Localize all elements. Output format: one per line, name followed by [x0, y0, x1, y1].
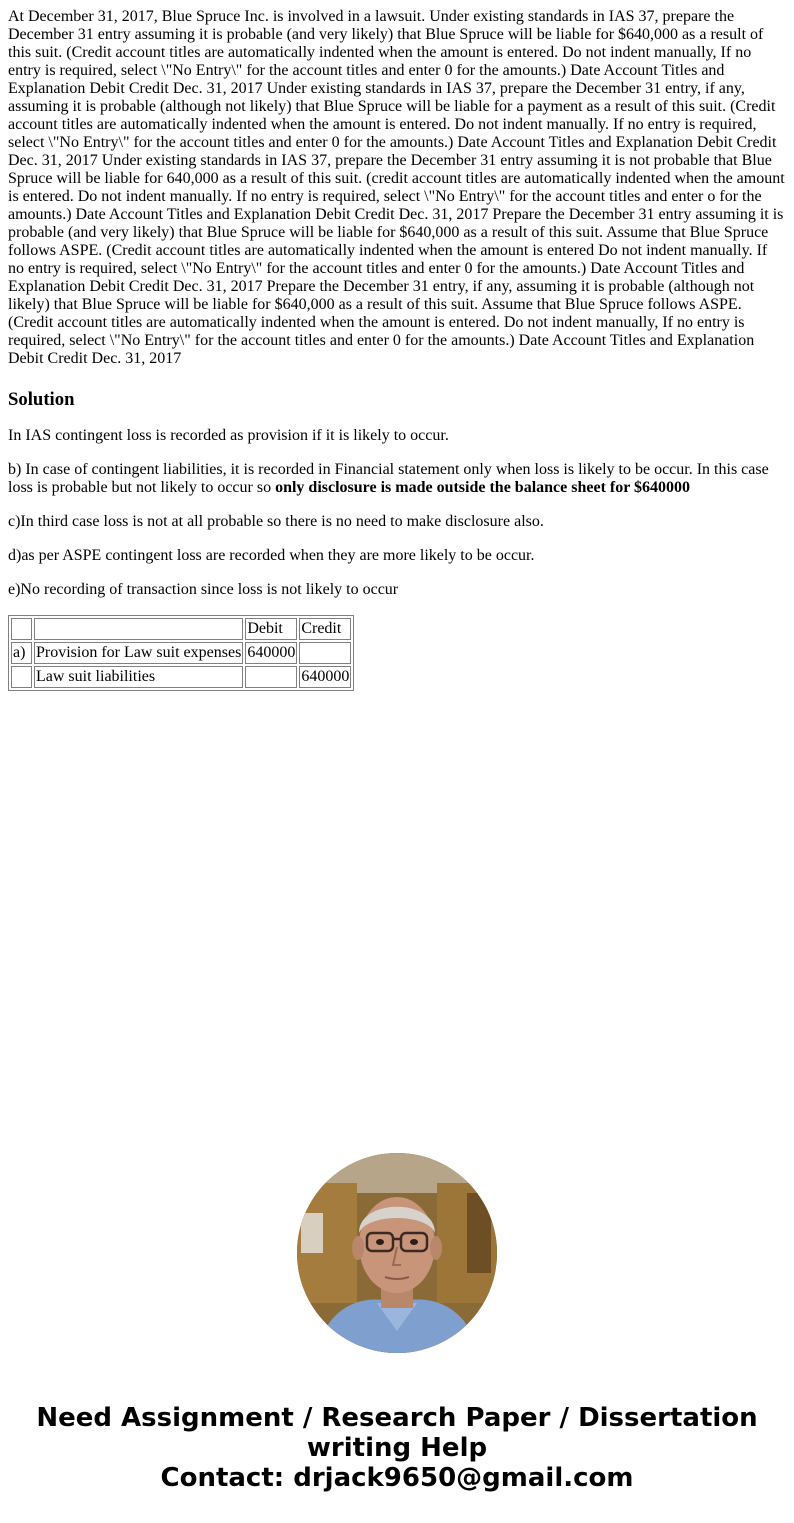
solution-part-b-bold: only disclosure is made outside the balance sheet for $640000: [275, 479, 691, 496]
promo-contact-line: Contact: drjack9650@gmail.com: [160, 1463, 634, 1493]
question-text: At December 31, 2017, Blue Spruce Inc. is involved in a lawsuit. Under existing standards in IAS 37, prepare the December 31 entry assuming it is probable (and very likely) that Blue Spruce will be liable for $640,000 as a result of this suit. (Credit account titles are automatically indented when the amount is entered. Do not indent manually, If no entry is required, select \"No Entry\" for the account titles and enter 0 for the amounts.) Date Account Titles and Explanation Debit Credit Dec. 31, 2017 Under existing standards in IAS 37, prepare the December 31 entry, if any, assuming it is probable (although not likely) that Blue Spruce will be liable for a payment as a result of this suit. (Credit account titles are automatically indented when the amount is entered. Do not indent manually. If no entry is required, select \"No Entry\" for the account titles and enter 0 for the amounts.) Date Account Titles and Explanation Debit Credit Dec. 31, 2017 Under existing standards in IAS 37, prepare the December 31 entry assuming it is not probable that Blue Spruce will be liable for 640,000 as a result of this suit. (credit account titles are automatically indented when the amount is entered. Do not indent manually. If no entry is required, select \"No Entry\" for the account titles and enter o for the amounts.) Date Account Titles and Explanation Debit Credit Dec. 31, 2017 Prepare the December 31 entry assuming it is probable (and very likely) that Blue Spruce will be liable for $640,000 as a result of this suit. Assume that Blue Spruce follows ASPE. (Credit account titles are automatically indented when the amount is entered Do not indent manually. If no entry is required, select \"No Entry\" for the account titles and enter 0 for the amounts.) Date Account Titles and Explanation Debit Credit Dec. 31, 2017 Prepare the December 31 entry, if any, assuming it is probable (although not likely) that Blue Spruce will be liable for $640,000 as a result of this suit. Assume that Blue Spruce follows ASPE. (Credit account titles are automatically indented when the amount is entered. Do not indent manually, If no entry is required, select \"No Entry\" for the account titles and enter 0 for the amounts.) Date Account Titles and Explanation Debit Credit Dec. 31, 2017: [8, 8, 785, 367]
header-credit-cell: Credit: [299, 618, 351, 640]
row-debit-cell: 640000: [245, 642, 297, 664]
header-label-cell: [11, 618, 32, 640]
header-account-cell: [34, 618, 243, 640]
row-account-cell: Provision for Law suit expenses: [34, 642, 243, 664]
journal-entry-table: [8, 615, 354, 691]
solution-part-b-text: b) In case of contingent liabilities, it is recorded in Financial statement only when loss is likely to be occur. In this case loss is probable but not likely to occur so: [8, 461, 769, 496]
author-portrait-image: [297, 1153, 497, 1353]
page-content: [0, 0, 794, 691]
solution-part-d: d)as per ASPE contingent loss are recorded when they are more likely to be occur.: [8, 547, 535, 564]
author-avatar: [297, 1153, 497, 1353]
row-credit-cell: 640000: [299, 666, 351, 688]
promo-line-2: writing Help: [306, 1433, 488, 1463]
promo-banner: [0, 1403, 794, 1493]
row-account-cell: Law suit liabilities: [34, 666, 243, 688]
solution-part-e: e)No recording of transaction since loss is not likely to occur: [8, 581, 399, 598]
row-label-cell: a): [11, 642, 32, 664]
table-row: [11, 666, 351, 688]
solution-part-c: c)In third case loss is not at all probable so there is no need to make disclosure also.: [8, 513, 544, 530]
solution-part-b: [8, 461, 786, 497]
promo-line-1: Need Assignment / Research Paper / Dissertation: [36, 1403, 758, 1433]
row-label-cell: [11, 666, 32, 688]
solution-intro: In IAS contingent loss is recorded as provision if it is likely to occur.: [8, 427, 449, 444]
header-debit-cell: Debit: [245, 618, 297, 640]
solution-heading: Solution: [8, 389, 75, 410]
table-row: [11, 642, 351, 664]
row-credit-cell: [299, 642, 351, 664]
table-header-row: [11, 618, 351, 640]
row-debit-cell: [245, 666, 297, 688]
